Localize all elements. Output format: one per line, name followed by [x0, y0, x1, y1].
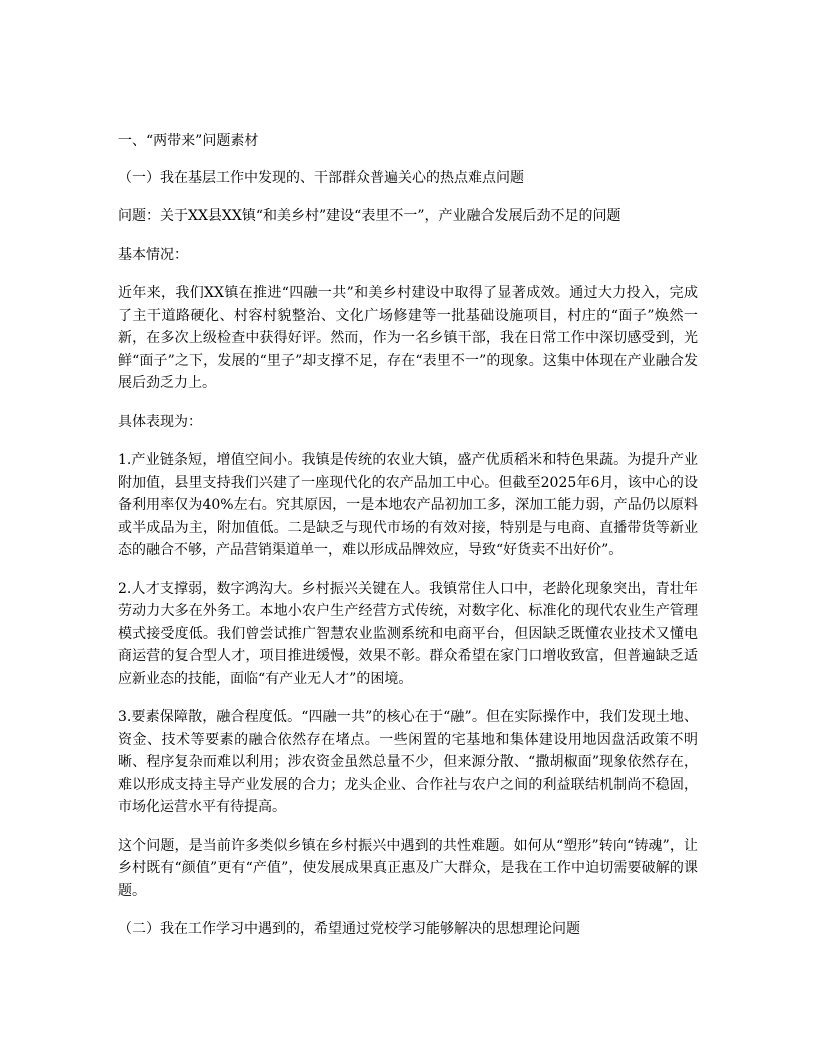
section-heading: 一、“两带来”问题素材	[118, 133, 259, 149]
subsection-heading-2: （二）我在工作学习中遇到的，希望通过党校学习能够解决的思想理论问题	[118, 921, 580, 937]
basic-situation-paragraph: 近年来，我们XX镇在推进“四融一共”和美乡村建设中取得了显著成效。通过大力投入，完成了主干道路硬化、村容村貌整治、文化广场修建等一批基础设施项目，村庄的“面子”焕然一新，在多次上级检查中获得好评。然而，作为一名乡镇干部，我在日常工作中深切感受到，光鲜“面子”之下，发展的“里子”却支撑不足，存在“表里不一”的现象。这集中体现在产业融合发展后劲乏力上。	[118, 285, 698, 391]
point-paragraph-1: 1.产业链条短，增值空间小。我镇是传统的农业大镇，盛产优质稻米和特色果蔬。为提升产业附加值，县里支持我们兴建了一座现代化的农产品加工中心。但截至2025年6月，该中心的设备利用率仅为40%左右。究其原因，一是本地农产品初加工多，深加工能力弱，产品仍以原料或半成品为主，附加值低。二是缺乏与现代市场的有效对接，特别是与电商、直播带货等新业态的融合不够，产品营销渠道单一，难以形成品牌效应，导致“好货卖不出好价”。	[118, 452, 698, 558]
point-paragraph-2: 2.人才支撑弱，数字鸿沟大。乡村振兴关键在人。我镇常住人口中，老龄化现象突出，青壮年劳动力大多在外务工。本地小农户生产经营方式传统，对数字化、标准化的现代农业生产管理模式接受度低。我们曾尝试推广智慧农业监测系统和电商平台，但因缺乏既懂农业技术又懂电商运营的复合型人才，项目推进缓慢，效果不彰。群众希望在家门口增收致富，但普遍缺乏适应新业态的技能，面临“有产业无人才”的困境。	[118, 580, 698, 687]
subsection-heading-1: （一）我在基层工作中发现的、干部群众普遍关心的热点难点问题	[118, 169, 524, 186]
basic-situation-label: 基本情况：	[118, 246, 188, 263]
question-line: 问题：关于XX县XX镇“和美乡村”建设“表里不一”，产业融合发展后劲不足的问题	[118, 208, 621, 224]
document-page	[118, 130, 698, 957]
point-paragraph-3: 3.要素保障散，融合程度低。“四融一共”的核心在于“融”。但在实际操作中，我们发现土地、资金、技术等要素的融合依然存在堵点。一些闲置的宅基地和集体建设用地因盘活政策不明晰、程序复杂而难以利用；涉农资金虽然总量不少，但来源分散、“撒胡椒面”现象依然存在，难以形成支持主导产业发展的合力；龙头企业、合作社与农户之间的利益联结机制尚不稳固，市场化运营水平有待提高。	[118, 709, 698, 815]
conclusion-paragraph: 这个问题，是当前许多类似乡镇在乡村振兴中遇到的共性难题。如何从“塑形”转向“铸魂”，让乡村既有“颜值”更有“产值”，使发展成果真正惠及广大群众，是我在工作中迫切需要破解的课题。	[118, 837, 698, 899]
specific-performance-label: 具体表现为：	[118, 413, 202, 430]
